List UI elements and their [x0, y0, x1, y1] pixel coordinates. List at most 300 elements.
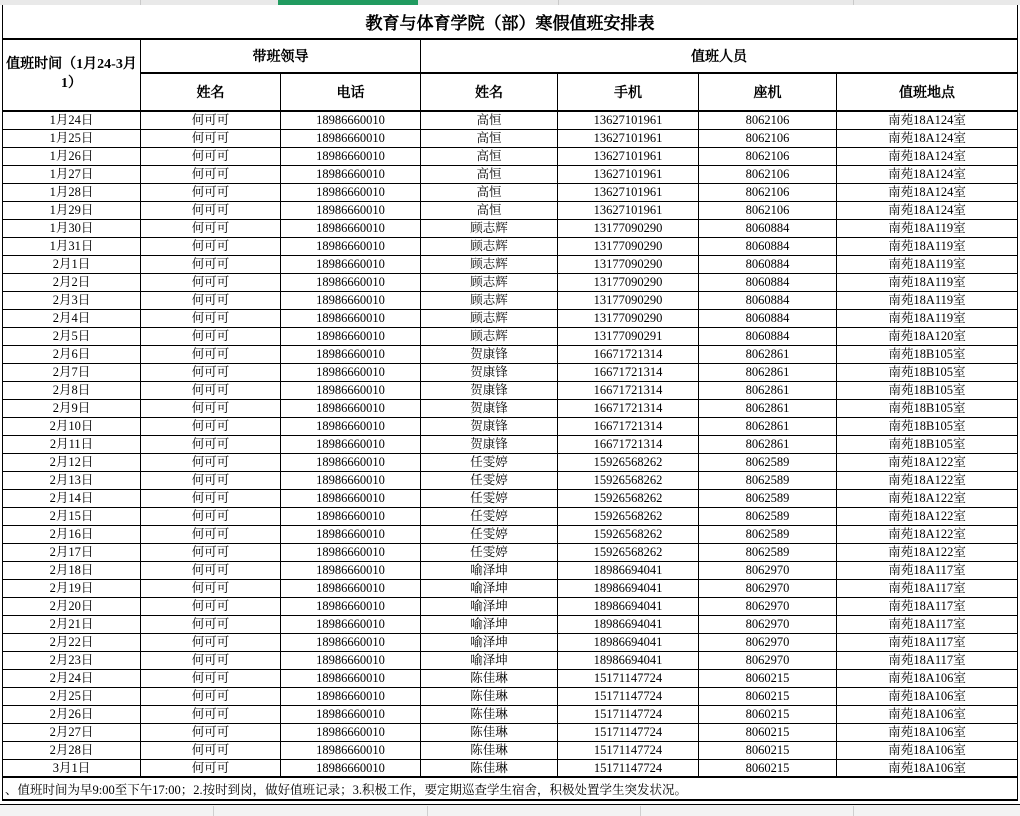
cell-leader-phone[interactable]: 18986660010 [281, 435, 421, 453]
cell-leader-phone[interactable]: 18986660010 [281, 687, 421, 705]
cell-duty-location[interactable]: 南苑18A119室 [837, 291, 1018, 309]
cell-staff-landline[interactable]: 8062861 [699, 363, 837, 381]
cell-date[interactable]: 2月4日 [3, 309, 141, 327]
cell-date[interactable]: 2月18日 [3, 561, 141, 579]
cell-duty-location[interactable]: 南苑18A117室 [837, 615, 1018, 633]
cell-staff-mobile[interactable]: 15926568262 [558, 453, 699, 471]
cell-date[interactable]: 2月20日 [3, 597, 141, 615]
cell-staff-landline[interactable]: 8060884 [699, 291, 837, 309]
cell-leader-phone[interactable]: 18986660010 [281, 759, 421, 777]
grid-line [640, 806, 641, 816]
cell-date[interactable]: 2月7日 [3, 363, 141, 381]
cell-leader-name[interactable]: 何可可 [141, 399, 281, 417]
cell-leader-name[interactable]: 何可可 [141, 453, 281, 471]
cell-staff-mobile[interactable]: 13177090290 [558, 273, 699, 291]
cell-leader-name[interactable]: 何可可 [141, 309, 281, 327]
table-row [3, 471, 1018, 489]
cell-staff-name[interactable]: 陈佳琳 [421, 723, 558, 741]
cell-leader-name[interactable]: 何可可 [141, 219, 281, 237]
cell-staff-mobile[interactable]: 13627101961 [558, 165, 699, 183]
cell-staff-mobile[interactable]: 15171147724 [558, 723, 699, 741]
cell-leader-name[interactable]: 何可可 [141, 363, 281, 381]
cell-date[interactable]: 1月30日 [3, 219, 141, 237]
table-row [3, 219, 1018, 237]
cell-duty-location[interactable]: 南苑18A124室 [837, 147, 1018, 165]
cell-leader-phone[interactable]: 18986660010 [281, 543, 421, 561]
cell-duty-location[interactable]: 南苑18A124室 [837, 201, 1018, 219]
table-row [3, 615, 1018, 633]
cell-staff-mobile[interactable]: 13177090290 [558, 219, 699, 237]
cell-duty-location[interactable]: 南苑18A117室 [837, 561, 1018, 579]
cell-leader-phone[interactable]: 18986660010 [281, 723, 421, 741]
cell-date[interactable]: 2月3日 [3, 291, 141, 309]
cell-staff-name[interactable]: 高恒 [421, 183, 558, 201]
cell-staff-landline[interactable]: 8062106 [699, 129, 837, 147]
cell-duty-location[interactable]: 南苑18A120室 [837, 327, 1018, 345]
cell-staff-landline[interactable]: 8062970 [699, 633, 837, 651]
cell-leader-phone[interactable]: 18986660010 [281, 633, 421, 651]
cell-staff-landline[interactable]: 8060884 [699, 273, 837, 291]
cell-leader-phone[interactable]: 18986660010 [281, 705, 421, 723]
cell-leader-phone[interactable]: 18986660010 [281, 507, 421, 525]
cell-leader-phone[interactable]: 18986660010 [281, 363, 421, 381]
cell-duty-location[interactable]: 南苑18A122室 [837, 525, 1018, 543]
cell-leader-name[interactable]: 何可可 [141, 183, 281, 201]
cell-leader-name[interactable]: 何可可 [141, 615, 281, 633]
cell-date[interactable]: 2月27日 [3, 723, 141, 741]
cell-leader-phone[interactable]: 18986660010 [281, 597, 421, 615]
cell-staff-name[interactable]: 贺康锋 [421, 363, 558, 381]
cell-leader-name[interactable]: 何可可 [141, 651, 281, 669]
cell-duty-location[interactable]: 南苑18A119室 [837, 237, 1018, 255]
cell-staff-landline[interactable]: 8062106 [699, 147, 837, 165]
cell-leader-phone[interactable]: 18986660010 [281, 255, 421, 273]
cell-duty-location[interactable]: 南苑18A122室 [837, 543, 1018, 561]
cell-date[interactable]: 2月19日 [3, 579, 141, 597]
cell-leader-name[interactable]: 何可可 [141, 273, 281, 291]
table-row [3, 399, 1018, 417]
cell-staff-mobile[interactable]: 15926568262 [558, 489, 699, 507]
cell-staff-landline[interactable]: 8062589 [699, 525, 837, 543]
cell-leader-phone[interactable]: 18986660010 [281, 669, 421, 687]
cell-leader-name[interactable]: 何可可 [141, 435, 281, 453]
cell-duty-location[interactable]: 南苑18A117室 [837, 597, 1018, 615]
cell-staff-name[interactable]: 贺康锋 [421, 399, 558, 417]
cell-staff-mobile[interactable]: 16671721314 [558, 417, 699, 435]
table-row [3, 381, 1018, 399]
table-row [3, 363, 1018, 381]
cell-duty-location[interactable]: 南苑18A119室 [837, 309, 1018, 327]
cell-duty-location[interactable]: 南苑18A106室 [837, 741, 1018, 759]
cell-leader-name[interactable]: 何可可 [141, 165, 281, 183]
cell-staff-name[interactable]: 顾志辉 [421, 237, 558, 255]
duty-rows [3, 5, 1018, 800]
cell-leader-phone[interactable]: 18986660010 [281, 453, 421, 471]
cell-staff-name[interactable]: 高恒 [421, 129, 558, 147]
cell-staff-landline[interactable]: 8062589 [699, 471, 837, 489]
cell-duty-location[interactable]: 南苑18A117室 [837, 633, 1018, 651]
cell-staff-name[interactable]: 贺康锋 [421, 381, 558, 399]
cell-staff-name[interactable]: 陈佳琳 [421, 759, 558, 777]
cell-leader-name[interactable]: 何可可 [141, 669, 281, 687]
cell-date[interactable]: 2月21日 [3, 615, 141, 633]
cell-date[interactable]: 2月12日 [3, 453, 141, 471]
cell-staff-name[interactable]: 任雯婷 [421, 525, 558, 543]
cell-staff-mobile[interactable]: 13627101961 [558, 147, 699, 165]
cell-staff-mobile[interactable]: 15926568262 [558, 471, 699, 489]
cell-staff-landline[interactable]: 8062970 [699, 597, 837, 615]
cell-staff-landline[interactable]: 8062970 [699, 579, 837, 597]
cell-date[interactable]: 2月25日 [3, 687, 141, 705]
cell-duty-location[interactable]: 南苑18A122室 [837, 489, 1018, 507]
cell-staff-name[interactable]: 顾志辉 [421, 255, 558, 273]
cell-staff-mobile[interactable]: 15926568262 [558, 507, 699, 525]
cell-leader-name[interactable]: 何可可 [141, 291, 281, 309]
cell-date[interactable]: 1月28日 [3, 183, 141, 201]
cell-leader-phone[interactable]: 18986660010 [281, 165, 421, 183]
cell-staff-mobile[interactable]: 13627101961 [558, 201, 699, 219]
cell-staff-name[interactable]: 顾志辉 [421, 273, 558, 291]
cell-leader-phone[interactable]: 18986660010 [281, 489, 421, 507]
cell-staff-landline[interactable]: 8060215 [699, 759, 837, 777]
cell-staff-name[interactable]: 喻泽坤 [421, 579, 558, 597]
cell-date[interactable]: 3月1日 [3, 759, 141, 777]
cell-staff-mobile[interactable]: 13627101961 [558, 111, 699, 129]
cell-leader-phone[interactable]: 18986660010 [281, 345, 421, 363]
table-row [3, 453, 1018, 471]
cell-date[interactable]: 2月6日 [3, 345, 141, 363]
cell-staff-mobile[interactable]: 13177090291 [558, 327, 699, 345]
cell-date[interactable]: 1月26日 [3, 147, 141, 165]
cell-staff-name[interactable]: 喻泽坤 [421, 597, 558, 615]
cell-leader-phone[interactable]: 18986660010 [281, 291, 421, 309]
header-staff-landline[interactable]: 座机 [699, 73, 837, 111]
cell-leader-phone[interactable]: 18986660010 [281, 561, 421, 579]
cell-duty-location[interactable]: 南苑18B105室 [837, 399, 1018, 417]
cell-leader-phone[interactable]: 18986660010 [281, 129, 421, 147]
table-title[interactable]: 教育与体育学院（部）寒假值班安排表 [3, 5, 1018, 39]
cell-date[interactable]: 1月25日 [3, 129, 141, 147]
cell-date[interactable]: 2月13日 [3, 471, 141, 489]
cell-staff-mobile[interactable]: 18986694041 [558, 561, 699, 579]
cell-duty-location[interactable]: 南苑18A119室 [837, 255, 1018, 273]
cell-staff-landline[interactable]: 8060884 [699, 309, 837, 327]
header-staff-name[interactable]: 姓名 [421, 73, 558, 111]
cell-staff-landline[interactable]: 8062970 [699, 651, 837, 669]
header-leader-phone[interactable]: 电话 [281, 73, 421, 111]
cell-staff-name[interactable]: 顾志辉 [421, 219, 558, 237]
cell-staff-name[interactable]: 贺康锋 [421, 345, 558, 363]
table-row [3, 147, 1018, 165]
cell-staff-name[interactable]: 高恒 [421, 147, 558, 165]
cell-staff-landline[interactable]: 8060215 [699, 723, 837, 741]
header-duty-time[interactable]: 值班时间（1月24-3月1） [3, 39, 141, 111]
cell-leader-name[interactable]: 何可可 [141, 327, 281, 345]
cell-leader-phone[interactable]: 18986660010 [281, 615, 421, 633]
cell-date[interactable]: 2月10日 [3, 417, 141, 435]
cell-duty-location[interactable]: 南苑18A122室 [837, 471, 1018, 489]
cell-leader-phone[interactable]: 18986660010 [281, 741, 421, 759]
cell-leader-phone[interactable]: 18986660010 [281, 219, 421, 237]
cell-staff-name[interactable]: 陈佳琳 [421, 741, 558, 759]
cell-date[interactable]: 2月14日 [3, 489, 141, 507]
cell-leader-name[interactable]: 何可可 [141, 741, 281, 759]
cell-duty-location[interactable]: 南苑18A124室 [837, 165, 1018, 183]
cell-duty-location[interactable]: 南苑18B105室 [837, 417, 1018, 435]
cell-staff-name[interactable]: 陈佳琳 [421, 669, 558, 687]
cell-duty-location[interactable]: 南苑18A106室 [837, 723, 1018, 741]
cell-staff-mobile[interactable]: 15171147724 [558, 669, 699, 687]
cell-leader-name[interactable]: 何可可 [141, 471, 281, 489]
table-row [3, 417, 1018, 435]
cell-staff-landline[interactable]: 8060215 [699, 669, 837, 687]
cell-staff-landline[interactable]: 8062970 [699, 615, 837, 633]
cell-staff-landline[interactable]: 8062861 [699, 399, 837, 417]
cell-leader-name[interactable]: 何可可 [141, 201, 281, 219]
cell-leader-name[interactable]: 何可可 [141, 147, 281, 165]
cell-staff-mobile[interactable]: 16671721314 [558, 435, 699, 453]
cell-date[interactable]: 2月5日 [3, 327, 141, 345]
cell-leader-name[interactable]: 何可可 [141, 381, 281, 399]
cell-staff-mobile[interactable]: 13177090290 [558, 237, 699, 255]
cell-staff-landline[interactable]: 8062106 [699, 183, 837, 201]
cell-duty-location[interactable]: 南苑18A124室 [837, 111, 1018, 129]
cell-leader-phone[interactable]: 18986660010 [281, 471, 421, 489]
cell-leader-name[interactable]: 何可可 [141, 687, 281, 705]
cell-leader-name[interactable]: 何可可 [141, 543, 281, 561]
cell-staff-landline[interactable]: 8062106 [699, 165, 837, 183]
cell-staff-mobile[interactable]: 15926568262 [558, 543, 699, 561]
cell-staff-landline[interactable]: 8062861 [699, 381, 837, 399]
header-group-row [3, 39, 1018, 73]
cell-date[interactable]: 1月27日 [3, 165, 141, 183]
cell-date[interactable]: 1月24日 [3, 111, 141, 129]
cell-staff-mobile[interactable]: 15171147724 [558, 741, 699, 759]
cell-duty-location[interactable]: 南苑18A124室 [837, 129, 1018, 147]
cell-staff-landline[interactable]: 8060884 [699, 327, 837, 345]
cell-leader-name[interactable]: 何可可 [141, 417, 281, 435]
cell-leader-name[interactable]: 何可可 [141, 489, 281, 507]
header-duty-location[interactable]: 值班地点 [837, 73, 1018, 111]
cell-staff-landline[interactable]: 8062861 [699, 435, 837, 453]
cell-duty-location[interactable]: 南苑18B105室 [837, 345, 1018, 363]
grid-line [427, 806, 428, 816]
cell-duty-location[interactable]: 南苑18A106室 [837, 705, 1018, 723]
cell-leader-phone[interactable]: 18986660010 [281, 111, 421, 129]
cell-staff-mobile[interactable]: 18986694041 [558, 651, 699, 669]
cell-duty-location[interactable]: 南苑18A119室 [837, 273, 1018, 291]
cell-leader-phone[interactable]: 18986660010 [281, 651, 421, 669]
cell-staff-name[interactable]: 高恒 [421, 111, 558, 129]
cell-staff-mobile[interactable]: 16671721314 [558, 363, 699, 381]
cell-date[interactable]: 2月28日 [3, 741, 141, 759]
table-row [3, 507, 1018, 525]
cell-staff-name[interactable]: 任雯婷 [421, 543, 558, 561]
footnote-text[interactable]: 、值班时间为早9:00至下午17:00；2.按时到岗，做好值班记录；3.积极工作，要定期巡查学生宿舍，积极处置学生突发状况。 [3, 777, 1018, 800]
cell-staff-name[interactable]: 顾志辉 [421, 327, 558, 345]
cell-staff-landline[interactable]: 8062106 [699, 201, 837, 219]
cell-staff-name[interactable]: 喻泽坤 [421, 561, 558, 579]
cell-staff-mobile[interactable]: 16671721314 [558, 381, 699, 399]
cell-staff-mobile[interactable]: 13627101961 [558, 183, 699, 201]
cell-duty-location[interactable]: 南苑18A117室 [837, 579, 1018, 597]
cell-staff-landline[interactable]: 8062589 [699, 507, 837, 525]
cell-staff-name[interactable]: 高恒 [421, 165, 558, 183]
cell-date[interactable]: 2月23日 [3, 651, 141, 669]
table-row [3, 273, 1018, 291]
cell-staff-mobile[interactable]: 15926568262 [558, 525, 699, 543]
table-row [3, 597, 1018, 615]
header-leader-name[interactable]: 姓名 [141, 73, 281, 111]
cell-staff-name[interactable]: 贺康锋 [421, 435, 558, 453]
cell-staff-mobile[interactable]: 18986694041 [558, 597, 699, 615]
cell-leader-phone[interactable]: 18986660010 [281, 399, 421, 417]
header-leader-group[interactable]: 带班领导 [141, 39, 421, 73]
cell-duty-location[interactable]: 南苑18A124室 [837, 183, 1018, 201]
cell-date[interactable]: 2月16日 [3, 525, 141, 543]
cell-date[interactable]: 1月29日 [3, 201, 141, 219]
cell-leader-phone[interactable]: 18986660010 [281, 309, 421, 327]
cell-staff-landline[interactable]: 8062589 [699, 543, 837, 561]
cell-staff-name[interactable]: 贺康锋 [421, 417, 558, 435]
cell-leader-name[interactable]: 何可可 [141, 561, 281, 579]
table-row [3, 165, 1018, 183]
cell-leader-name[interactable]: 何可可 [141, 525, 281, 543]
cell-duty-location[interactable]: 南苑18A117室 [837, 651, 1018, 669]
table-row [3, 201, 1018, 219]
cell-date[interactable]: 1月31日 [3, 237, 141, 255]
cell-leader-name[interactable]: 何可可 [141, 129, 281, 147]
cell-leader-name[interactable]: 何可可 [141, 507, 281, 525]
table-row [3, 633, 1018, 651]
cell-leader-phone[interactable]: 18986660010 [281, 579, 421, 597]
cell-staff-name[interactable]: 高恒 [421, 201, 558, 219]
cell-duty-location[interactable]: 南苑18B105室 [837, 435, 1018, 453]
cell-date[interactable]: 2月8日 [3, 381, 141, 399]
cell-leader-phone[interactable]: 18986660010 [281, 183, 421, 201]
cell-staff-mobile[interactable]: 15171147724 [558, 705, 699, 723]
duty-schedule-table [2, 5, 1018, 801]
cell-staff-name[interactable]: 任雯婷 [421, 453, 558, 471]
cell-duty-location[interactable]: 南苑18A119室 [837, 219, 1018, 237]
cell-date[interactable]: 2月2日 [3, 273, 141, 291]
table-row [3, 759, 1018, 777]
cell-leader-name[interactable]: 何可可 [141, 705, 281, 723]
table-row [3, 651, 1018, 669]
cell-staff-landline[interactable]: 8062970 [699, 561, 837, 579]
cell-leader-phone[interactable]: 18986660010 [281, 273, 421, 291]
cell-staff-landline[interactable]: 8062861 [699, 417, 837, 435]
cell-staff-landline[interactable]: 8062106 [699, 111, 837, 129]
cell-duty-location[interactable]: 南苑18B105室 [837, 381, 1018, 399]
cell-leader-phone[interactable]: 18986660010 [281, 381, 421, 399]
header-staff-group[interactable]: 值班人员 [421, 39, 1018, 73]
cell-duty-location[interactable]: 南苑18B105室 [837, 363, 1018, 381]
cell-leader-name[interactable]: 何可可 [141, 111, 281, 129]
cell-staff-mobile[interactable]: 13627101961 [558, 129, 699, 147]
cell-staff-name[interactable]: 任雯婷 [421, 507, 558, 525]
cell-leader-name[interactable]: 何可可 [141, 597, 281, 615]
table-row [3, 111, 1018, 129]
cell-duty-location[interactable]: 南苑18A106室 [837, 669, 1018, 687]
cell-staff-landline[interactable]: 8060884 [699, 237, 837, 255]
cell-date[interactable]: 2月15日 [3, 507, 141, 525]
cell-duty-location[interactable]: 南苑18A106室 [837, 759, 1018, 777]
table-row [3, 579, 1018, 597]
cell-staff-mobile[interactable]: 18986694041 [558, 579, 699, 597]
cell-staff-mobile[interactable]: 18986694041 [558, 615, 699, 633]
table-title-row [3, 5, 1018, 39]
cell-date[interactable]: 2月9日 [3, 399, 141, 417]
cell-leader-phone[interactable]: 18986660010 [281, 147, 421, 165]
cell-staff-mobile[interactable]: 16671721314 [558, 345, 699, 363]
table-row [3, 237, 1018, 255]
cell-leader-name[interactable]: 何可可 [141, 255, 281, 273]
cell-staff-name[interactable]: 顾志辉 [421, 309, 558, 327]
cell-staff-name[interactable]: 顾志辉 [421, 291, 558, 309]
table-row [3, 723, 1018, 741]
footnote-row [3, 777, 1018, 800]
table-row [3, 327, 1018, 345]
cell-staff-landline[interactable]: 8060215 [699, 741, 837, 759]
cell-leader-phone[interactable]: 18986660010 [281, 201, 421, 219]
cell-duty-location[interactable]: 南苑18A106室 [837, 687, 1018, 705]
cell-staff-mobile[interactable]: 15171147724 [558, 687, 699, 705]
cell-leader-name[interactable]: 何可可 [141, 633, 281, 651]
cell-date[interactable]: 2月1日 [3, 255, 141, 273]
cell-staff-landline[interactable]: 8060215 [699, 705, 837, 723]
cell-staff-name[interactable]: 陈佳琳 [421, 687, 558, 705]
cell-staff-name[interactable]: 任雯婷 [421, 471, 558, 489]
cell-staff-mobile[interactable]: 15171147724 [558, 759, 699, 777]
cell-leader-name[interactable]: 何可可 [141, 759, 281, 777]
cell-date[interactable]: 2月24日 [3, 669, 141, 687]
cell-leader-phone[interactable]: 18986660010 [281, 417, 421, 435]
cell-date[interactable]: 2月11日 [3, 435, 141, 453]
cell-staff-mobile[interactable]: 13177090290 [558, 309, 699, 327]
cell-date[interactable]: 2月26日 [3, 705, 141, 723]
cell-staff-name[interactable]: 喻泽坤 [421, 615, 558, 633]
table-row [3, 435, 1018, 453]
cell-leader-name[interactable]: 何可可 [141, 579, 281, 597]
cell-staff-landline[interactable]: 8062861 [699, 345, 837, 363]
cell-staff-name[interactable]: 喻泽坤 [421, 651, 558, 669]
cell-leader-phone[interactable]: 18986660010 [281, 237, 421, 255]
cell-staff-name[interactable]: 喻泽坤 [421, 633, 558, 651]
cell-leader-name[interactable]: 何可可 [141, 723, 281, 741]
header-staff-mobile[interactable]: 手机 [558, 73, 699, 111]
cell-staff-landline[interactable]: 8062589 [699, 453, 837, 471]
cell-date[interactable]: 2月22日 [3, 633, 141, 651]
cell-leader-name[interactable]: 何可可 [141, 237, 281, 255]
cell-staff-landline[interactable]: 8062589 [699, 489, 837, 507]
cell-staff-landline[interactable]: 8060884 [699, 219, 837, 237]
cell-duty-location[interactable]: 南苑18A122室 [837, 507, 1018, 525]
cell-staff-name[interactable]: 陈佳琳 [421, 705, 558, 723]
cell-staff-mobile[interactable]: 18986694041 [558, 633, 699, 651]
cell-staff-name[interactable]: 任雯婷 [421, 489, 558, 507]
cell-leader-phone[interactable]: 18986660010 [281, 327, 421, 345]
cell-staff-landline[interactable]: 8060884 [699, 255, 837, 273]
cell-staff-mobile[interactable]: 13177090290 [558, 291, 699, 309]
cell-staff-mobile[interactable]: 16671721314 [558, 399, 699, 417]
cell-duty-location[interactable]: 南苑18A122室 [837, 453, 1018, 471]
cell-date[interactable]: 2月17日 [3, 543, 141, 561]
cell-leader-phone[interactable]: 18986660010 [281, 525, 421, 543]
cell-staff-landline[interactable]: 8060215 [699, 687, 837, 705]
cell-staff-mobile[interactable]: 13177090290 [558, 255, 699, 273]
cell-leader-name[interactable]: 何可可 [141, 345, 281, 363]
